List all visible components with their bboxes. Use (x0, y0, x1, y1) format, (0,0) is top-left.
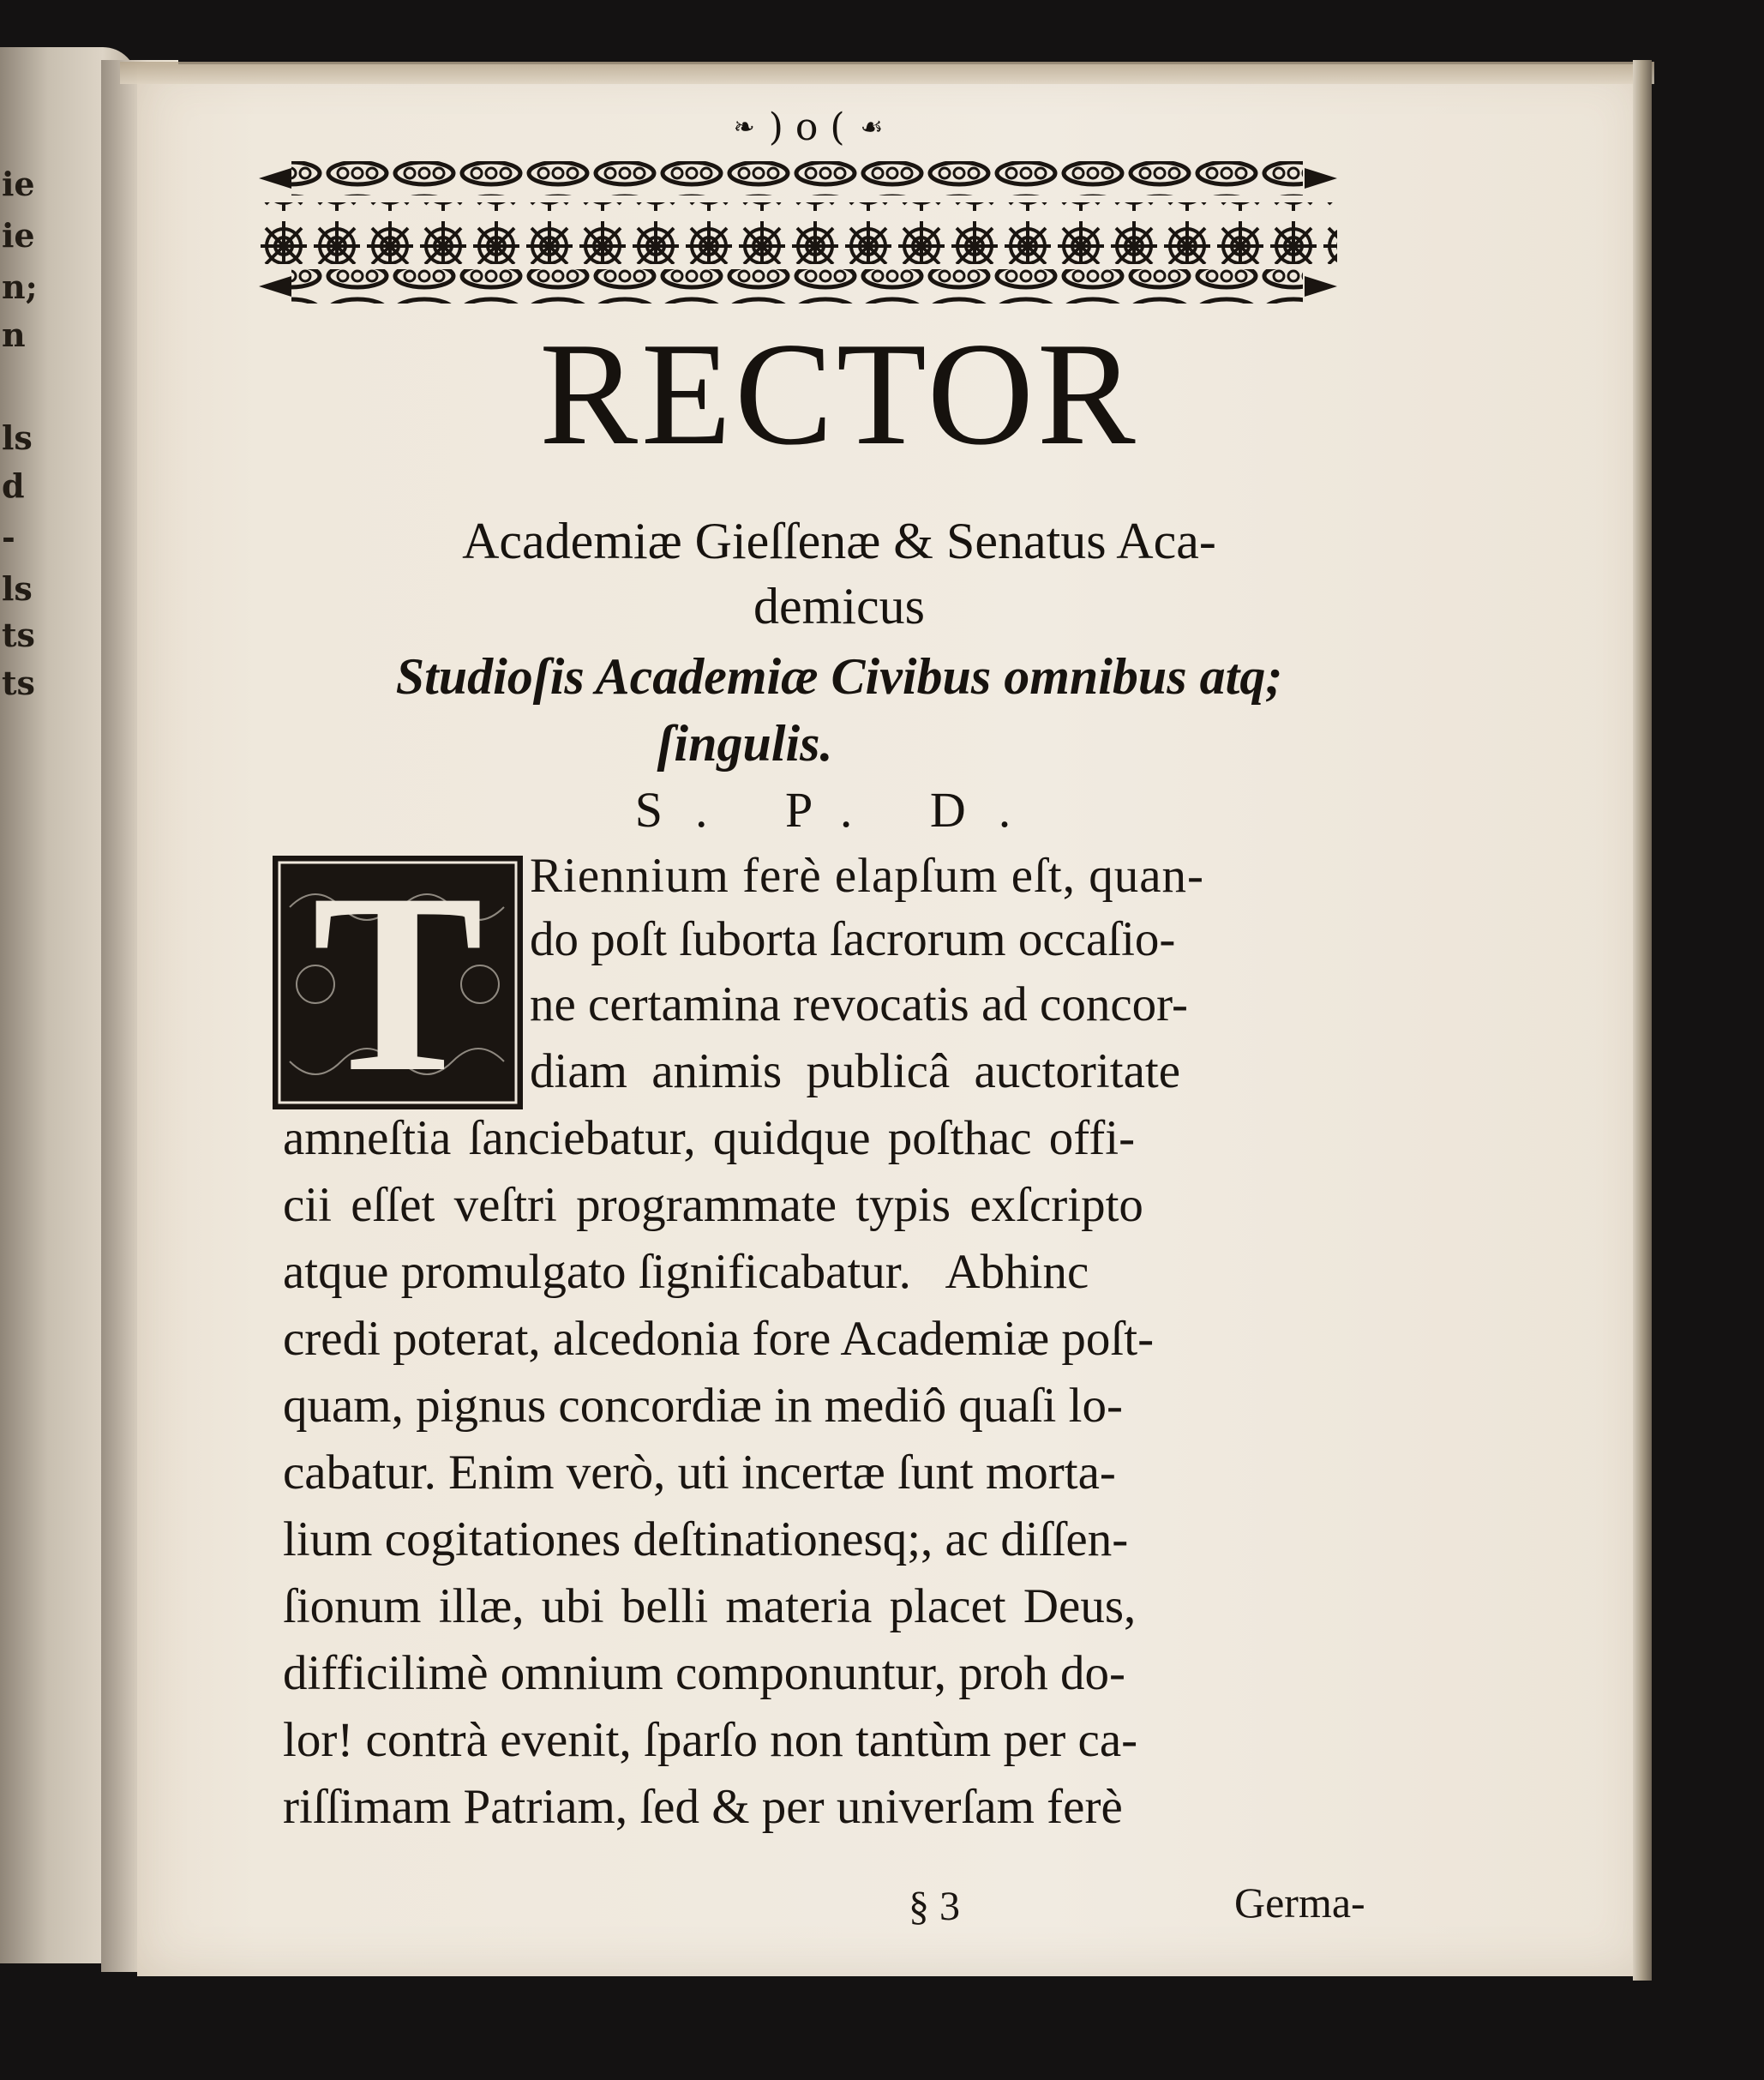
body-line: lium cogitationes deſtinationesq;, ac diſſen- (283, 1512, 1129, 1566)
body-line: ſionum illæ, ubi belli materia placet Deus, (283, 1579, 1137, 1633)
left-page-fragment: ie (2, 165, 35, 203)
body-line: lor! contrà evenit, ſparſo non tantùm per ca- (283, 1713, 1138, 1767)
left-page-fragment: - (2, 518, 15, 556)
left-page-fragment: ts (2, 616, 35, 654)
heading-line-1: Academiæ Gieſſenæ & Senatus Aca- (462, 513, 1216, 569)
signature-mark: § 3 (909, 1884, 960, 1929)
left-page-fragment: ls (2, 569, 33, 608)
body-line: cabatur. Enim verò, uti incertæ ſunt morta- (283, 1446, 1116, 1500)
body-line: Riennium ferè elapſum eſt, quan- (530, 849, 1204, 903)
left-page-fragment: d (2, 466, 25, 505)
body-line: diam animis publicâ auctoritate (530, 1044, 1181, 1098)
body-line: credi poterat, alcedonia fore Academiæ poſt- (283, 1312, 1155, 1366)
left-page-fragment: n; (2, 268, 38, 306)
running-head-text: ) o ( (768, 105, 845, 149)
body-line: ne certamina revocatis ad concor- (530, 977, 1188, 1031)
body-line: cii eſſet veſtri programmate typis exſcripto (283, 1178, 1143, 1232)
fleuron-icon: ❧ (733, 111, 753, 142)
page-top-edge (120, 62, 1654, 84)
drop-cap (273, 840, 523, 1125)
ornament-band (257, 156, 1339, 309)
heading-line-3: Studioſis Academiæ Civibus omnibus atq; (395, 648, 1283, 705)
left-page-fragment: ts (2, 664, 35, 702)
fleuron-icon: ☙ (860, 111, 882, 142)
catchword: Germa- (1234, 1879, 1365, 1927)
page-title: RECTOR (539, 313, 1139, 476)
body-line: amneſtia ſanciebatur, quidque poſthac offi- (283, 1111, 1136, 1165)
body-line: riſſimam Patriam, ſed & per univerſam ferè (283, 1780, 1123, 1834)
body-line: do poſt ſuborta ſacrorum occaſio- (530, 912, 1176, 966)
heading-line-4: ſingulis. (657, 715, 833, 772)
body-line: quam, pignus concordiæ in mediô quaſi lo- (283, 1379, 1123, 1433)
body-line: atque promulgato ſignificabatur. Abhinc (283, 1245, 1089, 1299)
left-page-fragment: ie (2, 216, 35, 255)
body-line: difficilimè omnium componuntur, proh do- (283, 1646, 1125, 1700)
running-head (679, 101, 936, 153)
left-page-fragment: ls (2, 418, 33, 457)
left-page-fragment: n (2, 316, 26, 354)
drop-cap-letter: T (311, 840, 484, 1125)
heading-line-2: demicus (753, 578, 925, 634)
salutation: S. P. D. (634, 782, 1044, 838)
